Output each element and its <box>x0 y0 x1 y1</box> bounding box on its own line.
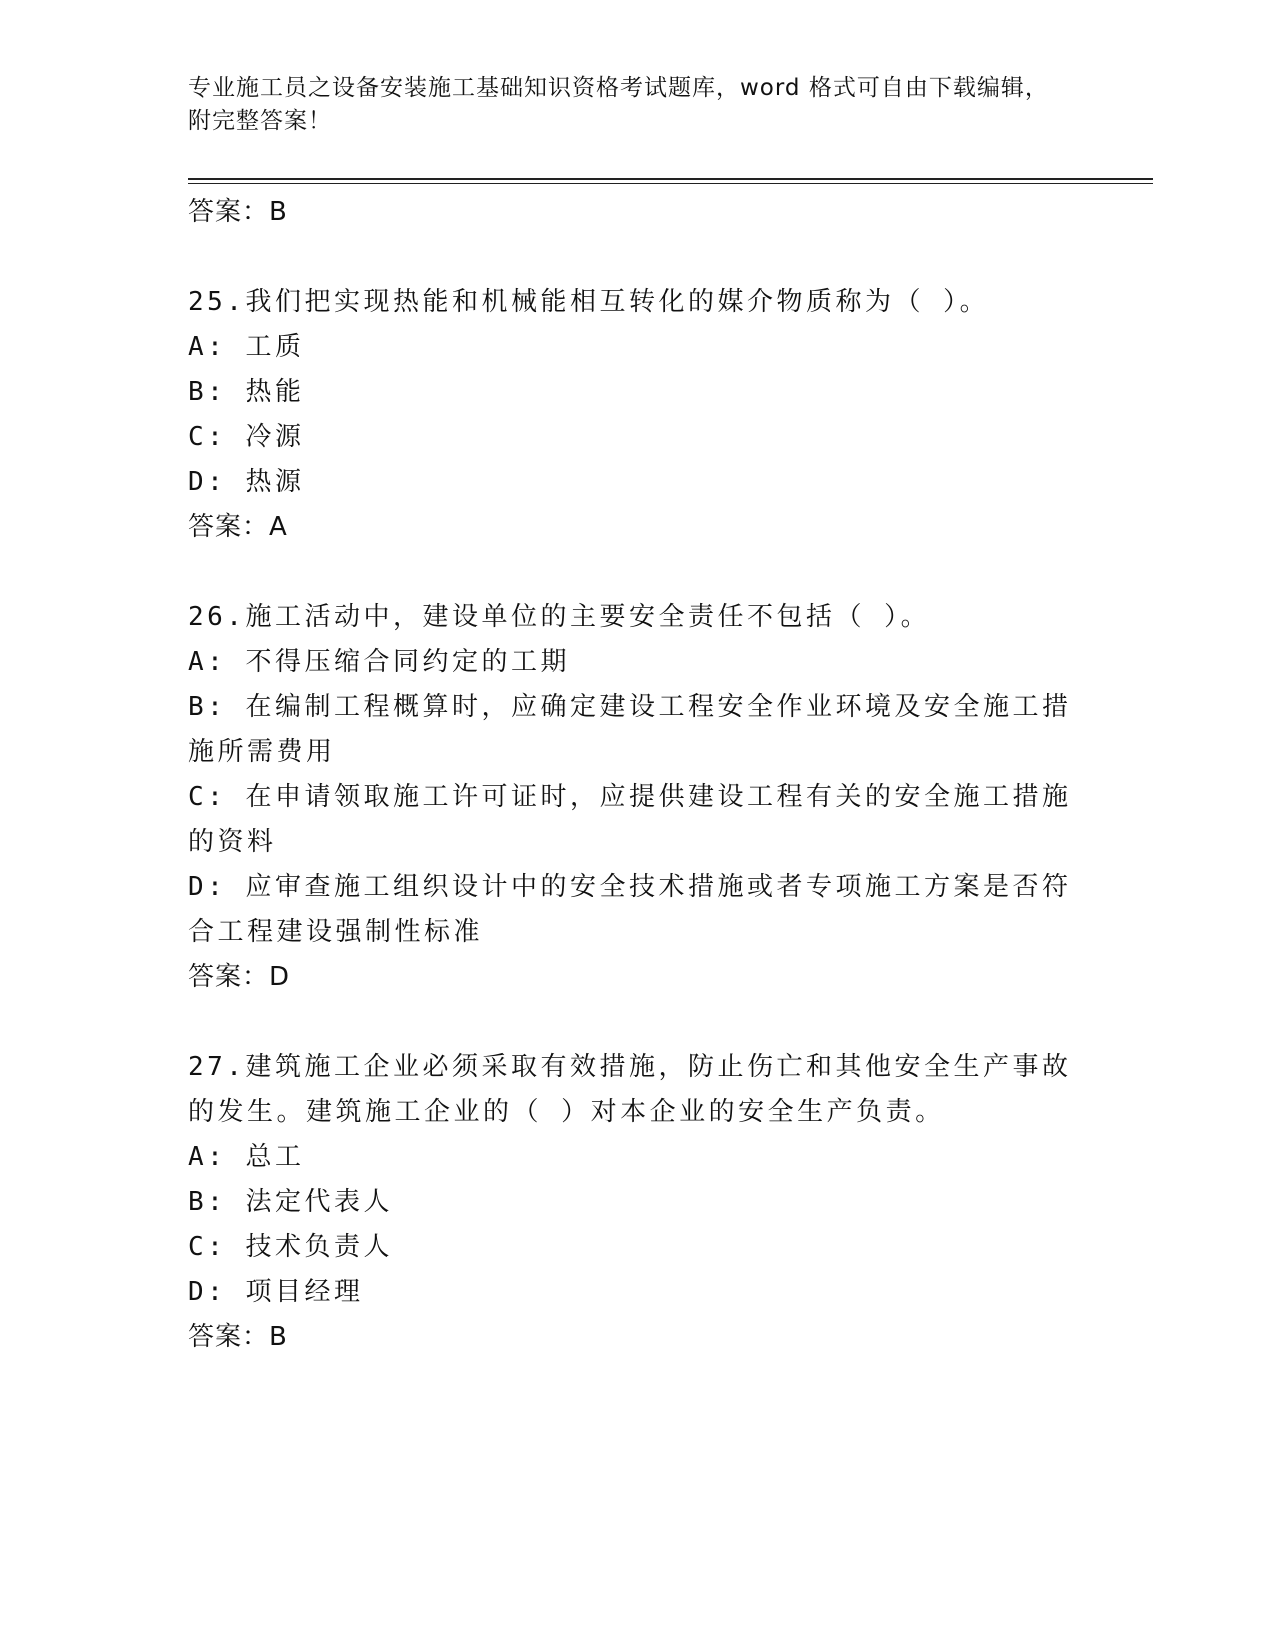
question-block-25 <box>188 280 1088 550</box>
option-a: A: 总工 <box>188 1142 305 1172</box>
option-a: A: 不得压缩合同约定的工期 <box>188 647 570 677</box>
header-line-1: 专业施工员之设备安装施工基础知识资格考试题库，word 格式可自由下载编辑， <box>188 75 1049 101</box>
option-d: D: 项目经理 <box>188 1277 364 1307</box>
question-block-26 <box>188 595 1088 1000</box>
option-b: B: 在编制工程概算时，应确定建设工程安全作业环境及安全施工措施所需费用 <box>188 692 1072 767</box>
option-d: D: 热源 <box>188 467 305 497</box>
answer: 答案：B <box>188 1322 288 1352</box>
question-text: 27.建筑施工企业必须采取有效措施，防止伤亡和其他安全生产事故的发生。建筑施工企业的（ ）对本企业的安全生产负责。 <box>188 1052 1072 1127</box>
option-c: C: 技术负责人 <box>188 1232 393 1262</box>
header-divider-thin <box>188 183 1153 184</box>
option-a: A: 工质 <box>188 332 305 362</box>
header-line-2: 附完整答案！ <box>188 108 332 134</box>
answer-prev: 答案：B <box>188 197 288 227</box>
option-c: C: 在申请领取施工许可证时，应提供建设工程有关的安全施工措施的资料 <box>188 782 1072 857</box>
option-c: C: 冷源 <box>188 422 305 452</box>
answer: 答案：A <box>188 512 288 542</box>
header-divider-thick <box>188 178 1153 180</box>
document-header <box>188 72 1088 138</box>
question-text: 25.我们把实现热能和机械能相互转化的媒介物质称为（ ）。 <box>188 287 990 317</box>
option-d: D: 应审查施工组织设计中的安全技术措施或者专项施工方案是否符合工程建设强制性标准 <box>188 872 1072 947</box>
option-b: B: 热能 <box>188 377 305 407</box>
option-b: B: 法定代表人 <box>188 1187 393 1217</box>
question-list <box>188 190 1088 1360</box>
question-text: 26.施工活动中，建设单位的主要安全责任不包括（ ）。 <box>188 602 931 632</box>
question-block-27 <box>188 1045 1088 1360</box>
answer: 答案：D <box>188 962 291 992</box>
